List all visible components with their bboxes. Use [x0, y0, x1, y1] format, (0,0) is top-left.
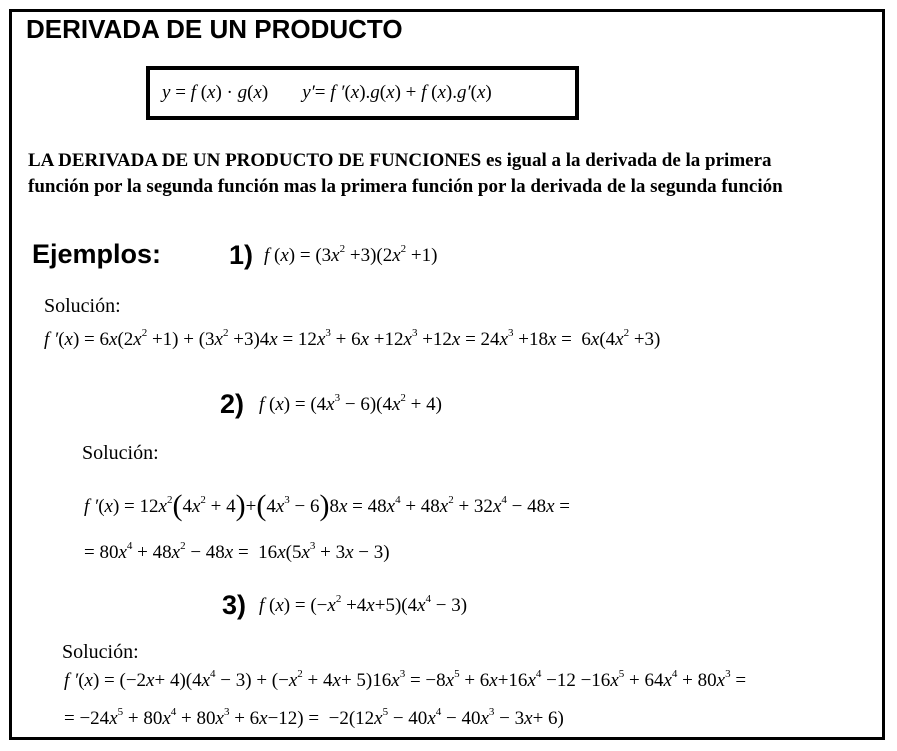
page-title: DERIVADA DE UN PRODUCTO: [26, 14, 403, 44]
example-3-solution-label: Solución:: [62, 641, 139, 663]
examples-heading: Ejemplos:: [32, 239, 162, 269]
example-3-function: f $(x) = (-x^2 +4x+5)(4x^4 - 3)$: [259, 593, 468, 616]
example-1-solution-line: f $'(x) = 6x(2x^2 +1) + (3x^2 +3)4x = 12x^3 + 6x +12x^3 +12x = 24x^3 +18x = 6x(4x^2 +3)$: [44, 327, 661, 350]
rule-formula: y = f (x) · g(x) y′= f ′(x).g(x) + f (x).g′(x): [162, 82, 492, 103]
example-1-function: f $(x) = (3x^2 +3)(2x^2 +1)$: [264, 243, 438, 266]
definition-lead: LA DERIVADA DE UN PRODUCTO DE FUNCIONES: [28, 150, 482, 171]
example-2-function: f $(x) = (4x^3 - 6)(4x^2 + 4)$: [259, 392, 442, 415]
example-3-number: 3): [222, 590, 247, 620]
example-1-solution-label: Solución:: [44, 295, 121, 317]
example-1-number: 1): [229, 240, 254, 270]
example-3-solution-line-1: f $'(x) = (-2x+ 4)(4x^4 - 3) + (-x^2 + 4x+ 5)16x^3 = -8x^5 + 6x+16x^4 -12 -16x^5 + 64x^4 + 80x^3$ =: [64, 668, 747, 691]
document-page: [9, 9, 885, 740]
definition-rest: es igual a la derivada de la primera función por la segunda función mas la primera función por la derivada de la segunda función: [28, 150, 783, 197]
example-3-solution-line-2: = $-24x^5 + 80x^4 + 80x^3 + 6x-12) = -2(12x^5 - 40x^4 - 40x^3 - 3x+ 6)$: [64, 706, 564, 729]
definition-text: [28, 148, 818, 199]
example-2-number: 2): [220, 389, 245, 419]
rule-formula-box: [146, 66, 579, 120]
example-2-solution-label: Solución:: [82, 442, 159, 464]
example-2-solution-line-1: f $'(x) = 12x^2(4x^2 + 4)+(4x^3 - 6)8x = 48x^4 + 48x^2 + 32x^4 - 48x$ =: [84, 489, 570, 522]
example-2-solution-line-2: = $80x^4 + 48x^2 - 48x = 16x(5x^3 + 3x - 3)$: [84, 540, 390, 563]
